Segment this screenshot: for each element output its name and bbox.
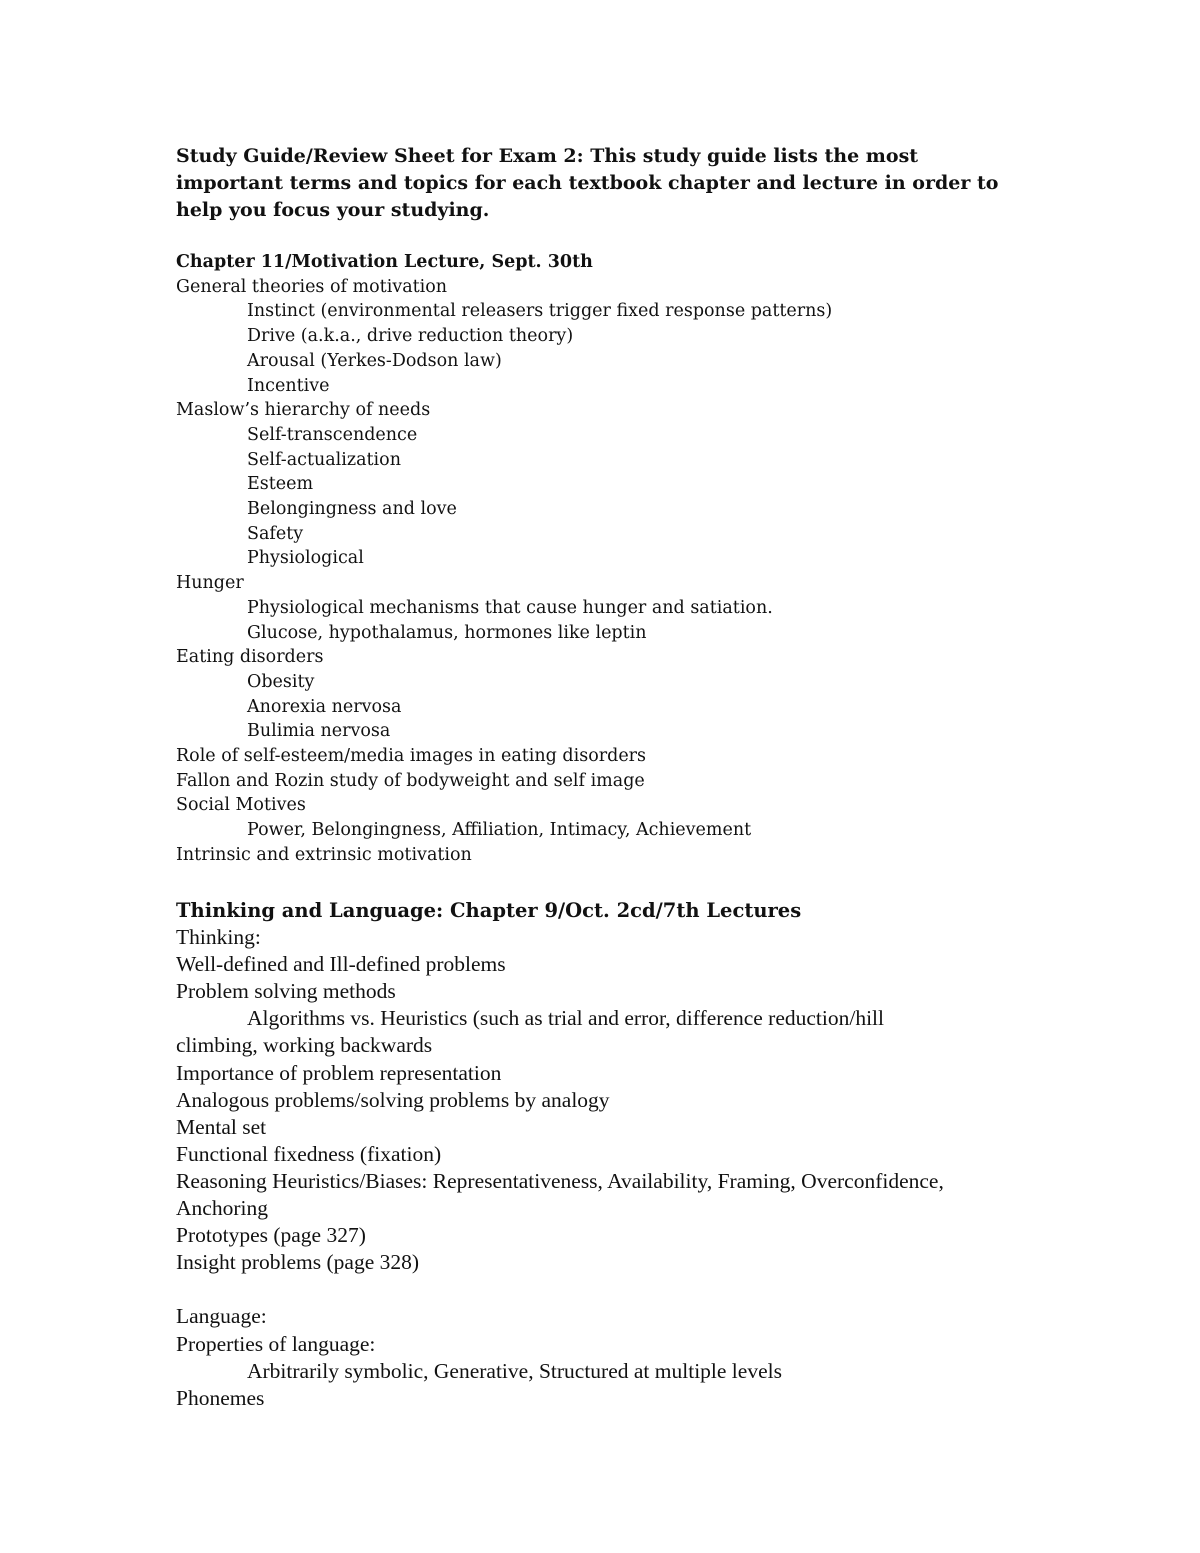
subtopic-line: Bulimia nervosa: [247, 721, 391, 742]
topic-line: Intrinsic and extrinsic motivation: [176, 844, 472, 865]
section-heading: Chapter 11/Motivation Lecture, Sept. 30th: [176, 252, 593, 272]
subtopic-line: Esteem: [247, 474, 314, 495]
topic-line: Eating disorders: [176, 647, 324, 668]
subtopic-line: Physiological: [247, 548, 364, 569]
topic-line: Social Motives: [176, 795, 306, 816]
subtopic-line: Physiological mechanisms that cause hunger and satiation.: [247, 597, 773, 618]
subtopic-line: Arbitrarily symbolic, Generative, Structured at multiple levels: [247, 1358, 782, 1383]
topic-line: Fallon and Rozin study of bodyweight and self image: [176, 770, 645, 791]
topic-line: Maslow’s hierarchy of needs: [176, 400, 431, 421]
topic-line: General theories of motivation: [176, 276, 448, 297]
subtopic-line: Drive (a.k.a., drive reduction theory): [247, 326, 574, 347]
subtopic-line: Obesity: [247, 671, 315, 692]
subtopic-line: Incentive: [247, 375, 330, 396]
subtopic-line: Belongingness and love: [247, 499, 457, 520]
topic-line: Prototypes (page 327): [176, 1223, 366, 1248]
subtopic-line: Safety: [247, 523, 304, 544]
section-heading: Thinking and Language: Chapter 9/Oct. 2cd/7th Lectures: [176, 899, 802, 922]
subtopic-line: Instinct (environmental releasers trigger fixed response patterns): [247, 301, 833, 322]
topic-line: Functional fixedness (fixation): [176, 1141, 442, 1166]
topic-line: Properties of language:: [176, 1331, 376, 1356]
topic-line: Anchoring: [176, 1196, 268, 1221]
topic-line: Insight problems (page 328): [176, 1250, 420, 1275]
section-thinking-language: [176, 897, 1036, 1412]
blank-line: [176, 1276, 1036, 1303]
topic-line: Phonemes: [176, 1385, 265, 1410]
topic-line: Role of self-esteem/media images in eating disorders: [176, 746, 647, 767]
topic-line: Mental set: [176, 1114, 267, 1139]
topic-line: Hunger: [176, 573, 244, 594]
subtopic-line: Anorexia nervosa: [247, 696, 402, 717]
topic-line: Importance of problem representation: [176, 1060, 502, 1085]
subtopic-line: Power, Belongingness, Affiliation, Intimacy, Achievement: [247, 820, 752, 841]
subtopic-line: Glucose, hypothalamus, hormones like leptin: [247, 622, 647, 643]
topic-line: Thinking:: [176, 925, 261, 950]
topic-line: Problem solving methods: [176, 979, 396, 1004]
topic-line: climbing, working backwards: [176, 1033, 433, 1058]
section-motivation: [176, 250, 1036, 868]
subtopic-line: Self-actualization: [247, 449, 401, 470]
subtopic-line: Arousal (Yerkes-Dodson law): [247, 350, 502, 371]
topic-line: Well-defined and Ill-defined problems: [176, 952, 506, 977]
topic-line: Reasoning Heuristics/Biases: Representativeness, Availability, Framing, Overconfidence,: [176, 1168, 944, 1193]
topic-line: Language:: [176, 1304, 267, 1329]
topic-line: Analogous problems/solving problems by analogy: [176, 1087, 610, 1112]
subtopic-line: Algorithms vs. Heuristics (such as trial and error, difference reduction/hill: [247, 1006, 884, 1031]
document-title: Study Guide/Review Sheet for Exam 2: This study guide lists the most important terms and topics for each textbook chapter and lecture in order to help you focus your studying.: [176, 145, 999, 221]
subtopic-line: Self-transcendence: [247, 424, 418, 445]
